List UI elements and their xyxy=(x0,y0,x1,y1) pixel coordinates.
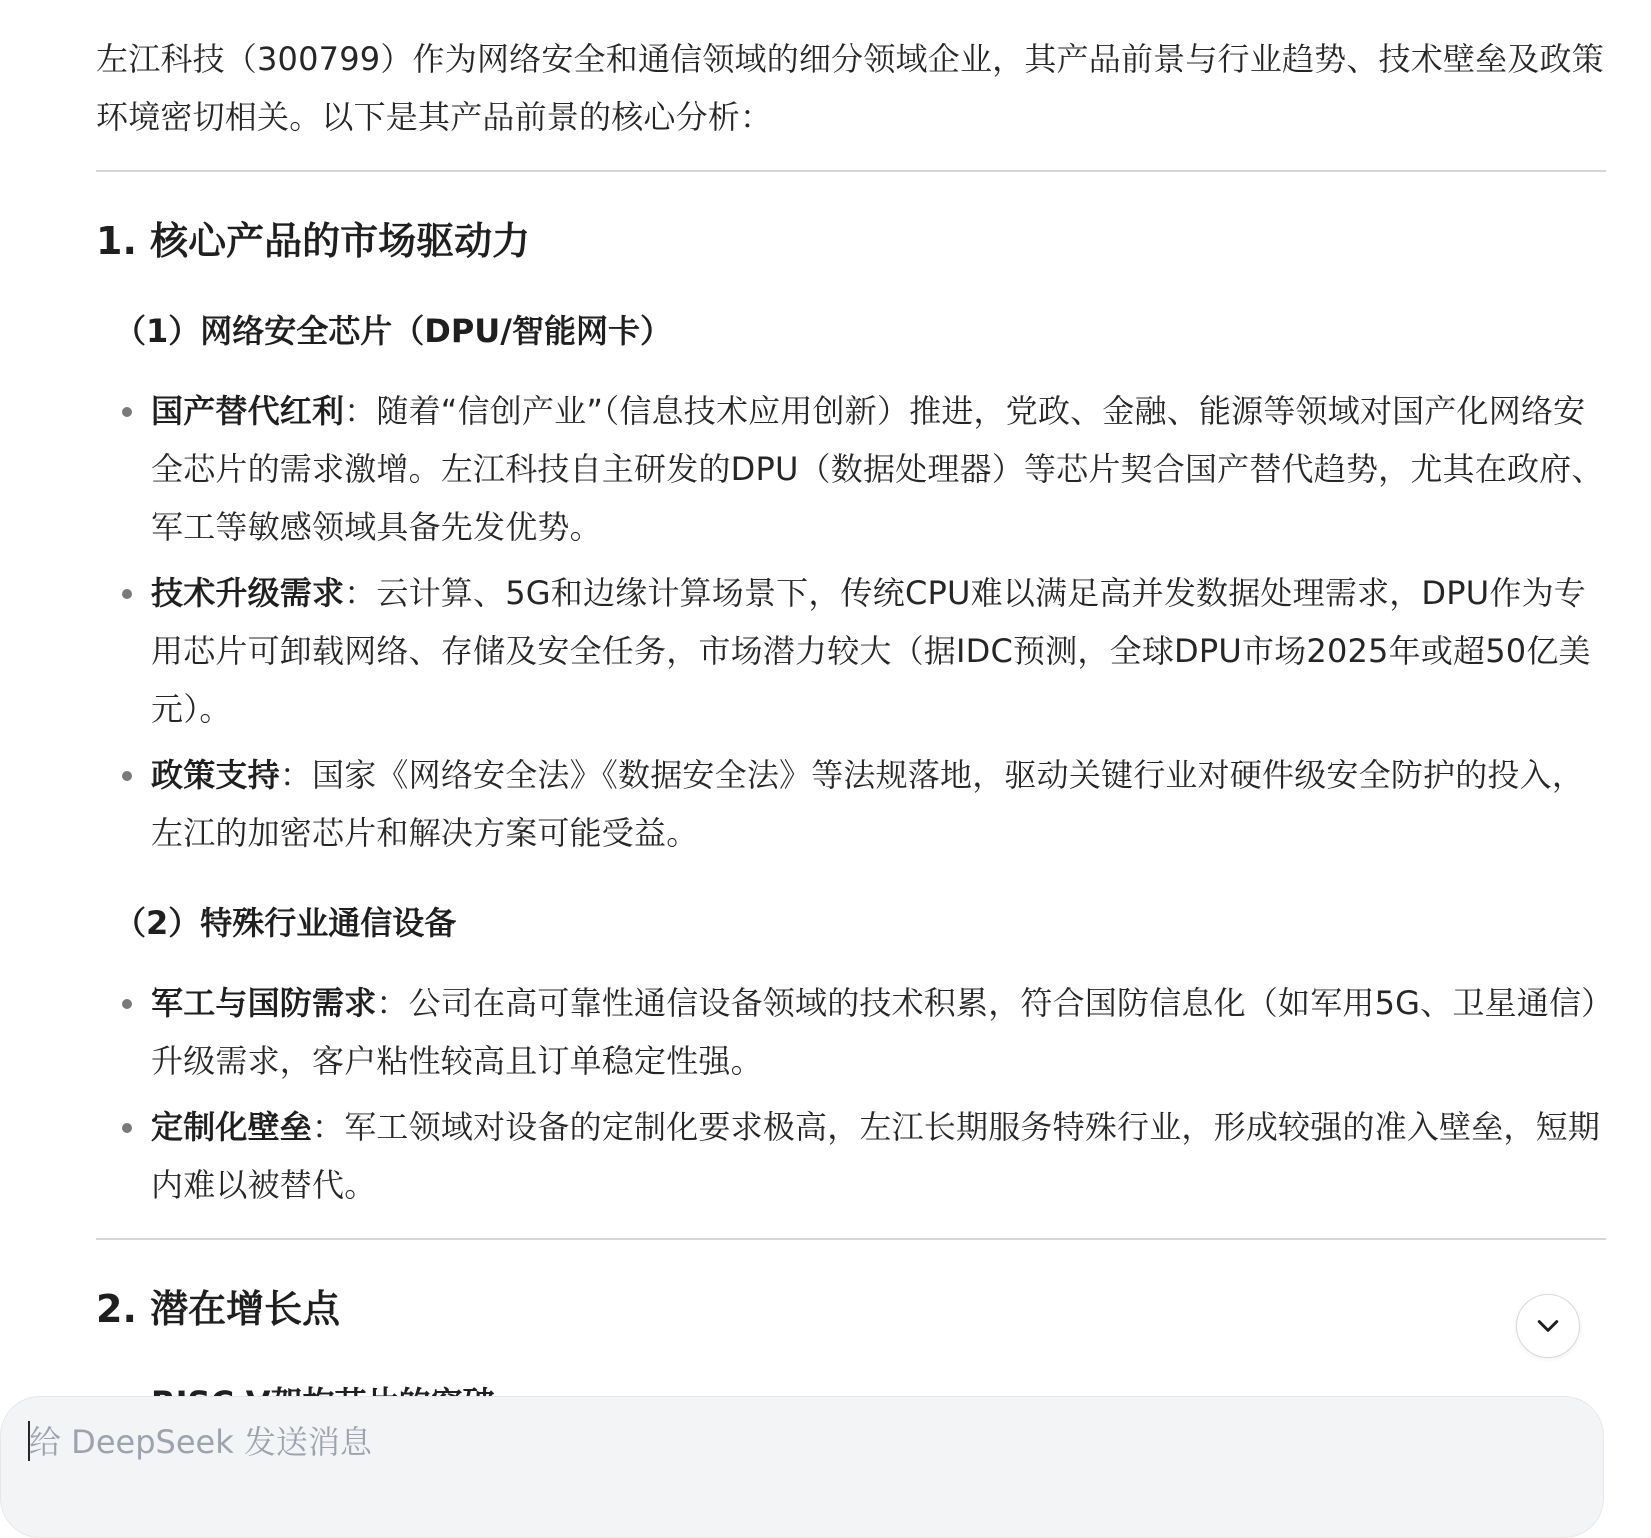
divider xyxy=(96,1238,1606,1240)
divider xyxy=(96,170,1606,172)
list-item-text: ：公司在高可靠性通信设备领域的技术积累，符合国防信息化（如军用5G、卫星通信）升级需求，客户粘性较高且订单稳定性强。 xyxy=(151,984,1598,1080)
list-item-text: ：军工领域对设备的定制化要求极高，左江长期服务特殊行业，形成较强的准入壁垒，短期内难以被替代。 xyxy=(151,1108,1601,1204)
list-item-label: 政策支持 xyxy=(151,756,280,794)
list-item-text: ：随着“信创产业”（信息技术应用创新）推进，党政、金融、能源等领域对国产化网络安全芯片的需求激增。左江科技自主研发的DPU（数据处理器）等芯片契合国产替代趋势，尤其在政府、军工等敏感领域具备先发优势。 xyxy=(151,392,1604,546)
section-1-heading: 1. 核心产品的市场驱动力 xyxy=(96,219,531,263)
message-composer[interactable] xyxy=(0,1396,1604,1538)
intro-paragraph: 左江科技（300799）作为网络安全和通信领域的细分领域企业，其产品前景与行业趋势、技术壁垒及政策环境密切相关。以下是其产品前景的核心分析： xyxy=(96,40,1604,136)
list-item xyxy=(96,1098,1606,1214)
bullet-icon xyxy=(122,407,132,417)
list-item xyxy=(96,564,1606,738)
list-item xyxy=(96,974,1606,1090)
bullet-icon xyxy=(122,999,132,1009)
subsection-2-list xyxy=(96,974,1606,1214)
list-item-label: 技术升级需求 xyxy=(151,574,345,612)
section-2-heading: 2. 潜在增长点 xyxy=(96,1287,341,1331)
subsection-2-heading: （2）特殊行业通信设备 xyxy=(114,904,457,942)
bullet-icon xyxy=(122,589,132,599)
subsection-1-heading: （1）网络安全芯片（DPU/智能网卡） xyxy=(114,312,672,350)
bullet-icon xyxy=(122,771,132,781)
message-content xyxy=(96,30,1606,1338)
list-item-label: 军工与国防需求 xyxy=(151,984,377,1022)
list-item-text: ：国家《网络安全法》《数据安全法》等法规落地，驱动关键行业对硬件级安全防护的投入，左江的加密芯片和解决方案可能受益。 xyxy=(151,756,1585,852)
bullet-icon xyxy=(122,1123,132,1133)
subsection-1-list xyxy=(96,382,1606,862)
list-item-text: ：云计算、5G和边缘计算场景下，传统CPU难以满足高并发数据处理需求，DPU作为专用芯片可卸载网络、存储及安全任务，市场潜力较大（据IDC预测，全球DPU市场2025年或超50亿美元）。 xyxy=(151,574,1591,728)
text-caret xyxy=(28,1421,30,1461)
scroll-to-bottom-button[interactable] xyxy=(1516,1294,1580,1358)
list-item xyxy=(96,382,1606,556)
list-item-label: 定制化壁垒 xyxy=(151,1108,313,1146)
list-item xyxy=(96,746,1606,862)
message-input[interactable] xyxy=(27,1411,1531,1473)
list-item-label: 国产替代红利 xyxy=(151,392,345,430)
chevron-down-icon xyxy=(1533,1311,1563,1341)
